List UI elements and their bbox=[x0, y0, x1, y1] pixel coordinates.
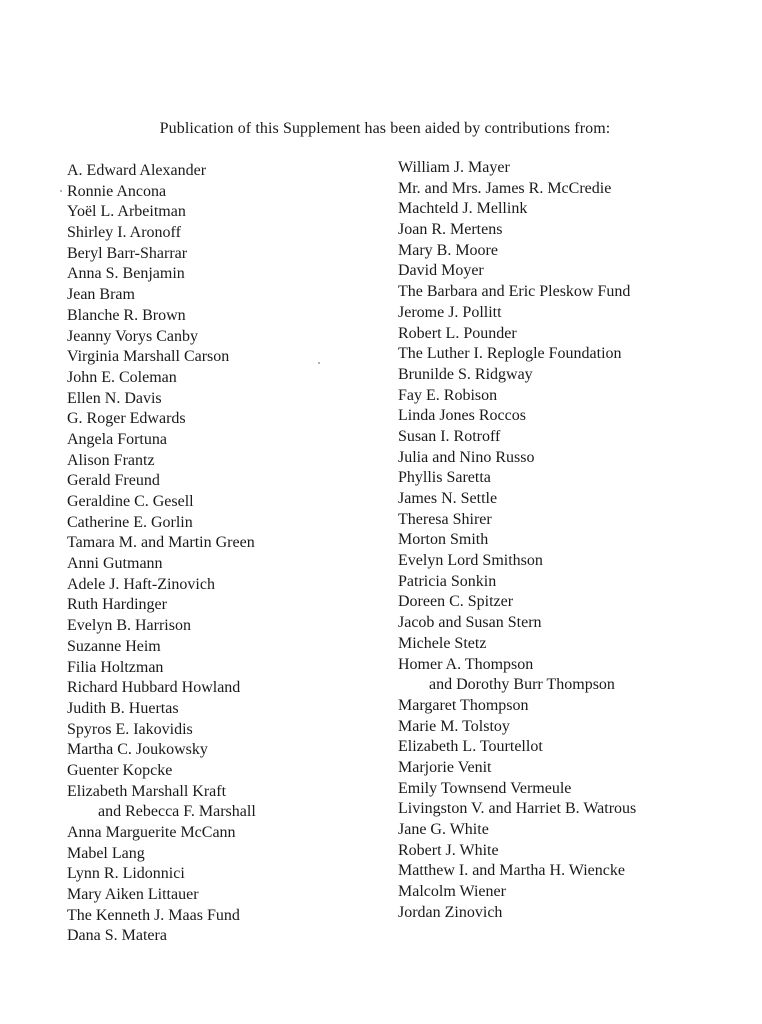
contributor-name: Richard Hubbard Howland bbox=[67, 679, 241, 697]
contributor-name: John E. Coleman bbox=[67, 368, 177, 386]
contributor-name: Jacob and Susan Stern bbox=[398, 614, 542, 632]
contributor-name: Margaret Thompson bbox=[398, 696, 529, 714]
contributor-name: Robert L. Pounder bbox=[398, 324, 517, 342]
scan-speck bbox=[318, 362, 320, 364]
contributor-name: Martha C. Joukowsky bbox=[67, 741, 208, 759]
contributor-name: Spyros E. Iakovidis bbox=[67, 720, 193, 738]
contributor-name: Gerald Freund bbox=[67, 472, 160, 490]
contributor-name: William J. Mayer bbox=[398, 159, 510, 176]
contributor-name: Shirley I. Aronoff bbox=[67, 224, 181, 242]
contributor-name: Beryl Barr-Sharrar bbox=[67, 244, 188, 262]
contributor-name: Julia and Nino Russo bbox=[398, 448, 535, 466]
contributor-name: G. Roger Edwards bbox=[67, 410, 186, 428]
contributor-name: Evelyn B. Harrison bbox=[67, 617, 191, 635]
contributor-name: The Luther I. Replogle Foundation bbox=[398, 345, 622, 363]
contributor-name: Elizabeth L. Tourtellot bbox=[398, 738, 543, 756]
contributor-name: Linda Jones Roccos bbox=[398, 407, 526, 425]
contributor-name: Phyllis Saretta bbox=[398, 469, 491, 487]
contributor-name: Dana S. Matera bbox=[67, 927, 167, 945]
contributor-name: Ronnie Ancona bbox=[67, 182, 167, 200]
contributor-name: Geraldine C. Gesell bbox=[67, 493, 194, 510]
contributor-name-continuation: and Rebecca F. Marshall bbox=[98, 803, 256, 821]
contributor-name: Marie M. Tolstoy bbox=[398, 717, 510, 735]
contributor-name: Catherine E. Gorlin bbox=[67, 513, 193, 531]
contributor-name: Virginia Marshall Carson bbox=[67, 348, 230, 366]
contributor-name: Filia Holtzman bbox=[67, 658, 164, 676]
contributors-right-column bbox=[398, 158, 738, 923]
contributor-name: Emily Townsend Vermeule bbox=[398, 779, 572, 797]
contributor-name: Ellen N. Davis bbox=[67, 389, 162, 407]
contributor-name: Machteld J. Mellink bbox=[398, 200, 528, 218]
contributor-name: Jean Bram bbox=[67, 286, 135, 304]
contributor-name: Jane G. White bbox=[398, 821, 489, 838]
contributor-name: The Kenneth J. Maas Fund bbox=[67, 906, 240, 924]
contributor-name: The Barbara and Eric Pleskow Fund bbox=[398, 283, 631, 301]
contributor-name: Theresa Shirer bbox=[398, 510, 492, 528]
contributor-name: Homer A. Thompson bbox=[398, 655, 534, 673]
contributor-name: Tamara M. and Martin Green bbox=[67, 534, 255, 552]
contributor-name-continuation: and Dorothy Burr Thompson bbox=[429, 676, 615, 694]
contributor-name: Doreen C. Spitzer bbox=[398, 593, 514, 611]
contributor-name: Blanche R. Brown bbox=[67, 306, 186, 324]
contributor-name: Morton Smith bbox=[398, 531, 489, 549]
contributor-name: Elizabeth Marshall Kraft bbox=[67, 782, 227, 800]
contributor-name: Mr. and Mrs. James R. McCredie bbox=[398, 179, 612, 197]
contributor-name: Ruth Hardinger bbox=[67, 596, 167, 614]
contributor-name: Mary B. Moore bbox=[398, 241, 498, 259]
contributor-name: Suzanne Heim bbox=[67, 637, 161, 655]
contributor-name: Matthew I. and Martha H. Wiencke bbox=[398, 862, 625, 880]
contributor-name: Anni Gutmann bbox=[67, 555, 163, 573]
contributor-name: James N. Settle bbox=[398, 490, 498, 507]
contributor-name: Marjorie Venit bbox=[398, 758, 492, 776]
contributor-name: Brunilde S. Ridgway bbox=[398, 365, 533, 383]
contributor-name: Guenter Kopcke bbox=[67, 761, 173, 779]
contributor-name: Fay E. Robison bbox=[398, 386, 498, 404]
contributor-name: Livingston V. and Harriet B. Watrous bbox=[398, 800, 637, 818]
contributor-name: Jerome J. Pollitt bbox=[398, 303, 502, 321]
contributor-name: A. Edward Alexander bbox=[67, 162, 207, 179]
contributor-name: Malcolm Wiener bbox=[398, 883, 506, 901]
contributor-name: Joan R. Mertens bbox=[398, 221, 503, 239]
contributor-name: Lynn R. Lidonnici bbox=[67, 865, 185, 883]
contributor-name: Alison Frantz bbox=[67, 451, 155, 469]
contributor-name: Anna S. Benjamin bbox=[67, 265, 185, 283]
contributor-name: Robert J. White bbox=[398, 841, 499, 859]
contributor-name: Evelyn Lord Smithson bbox=[398, 552, 543, 570]
contributor-name: Mary Aiken Littauer bbox=[67, 886, 199, 904]
scan-speck bbox=[60, 190, 62, 192]
contributor-name: Anna Marguerite McCann bbox=[67, 824, 236, 841]
contributor-name: Adele J. Haft-Zinovich bbox=[67, 575, 215, 593]
contributor-name: David Moyer bbox=[398, 262, 484, 280]
contributor-name: Patricia Sonkin bbox=[398, 572, 497, 590]
contributor-name: Jordan Zinovich bbox=[398, 903, 503, 921]
contributor-name: Susan I. Rotroff bbox=[398, 427, 501, 445]
contributor-name: Angela Fortuna bbox=[67, 430, 167, 448]
contributor-name: Mabel Lang bbox=[67, 844, 145, 862]
contributor-name: Michele Stetz bbox=[398, 634, 487, 652]
contributor-name: Yoël L. Arbeitman bbox=[67, 203, 186, 221]
contributor-name: Jeanny Vorys Canby bbox=[67, 327, 198, 345]
page-heading: Publication of this Supplement has been aided by contributions from: bbox=[159, 120, 611, 137]
contributors-left-column bbox=[67, 161, 387, 947]
contributor-name: Judith B. Huertas bbox=[67, 699, 179, 717]
